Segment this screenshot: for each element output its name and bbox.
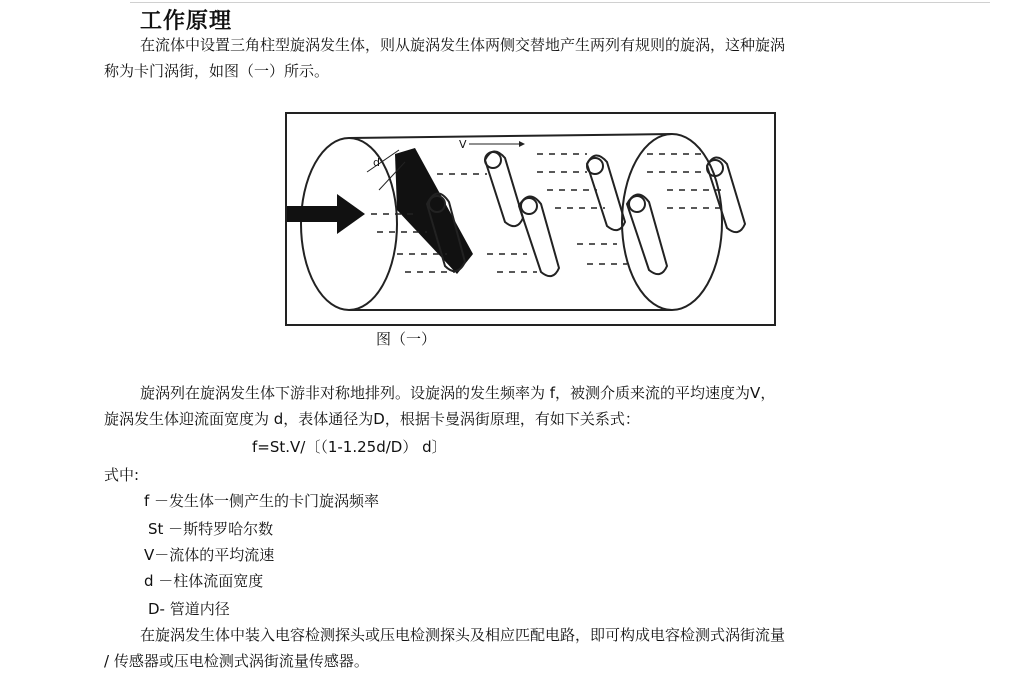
definition-v: V－流体的平均流速 xyxy=(144,546,275,564)
pipe-top-edge xyxy=(349,134,672,138)
where-label: 式中: xyxy=(104,466,140,484)
page-title: 工作原理 xyxy=(140,9,233,34)
intro-line-1: 在流体中设置三角柱型旋涡发生体，则从旋涡发生体两侧交替地产生两列有规则的旋涡，这种旋涡 xyxy=(140,36,786,54)
definition-f: f －发生体一侧产生的卡门旋涡频率 xyxy=(144,492,380,510)
body-line-2: 旋涡发生体迎流面宽度为 d，表体通径为D，根据卡曼涡街原理，有如下关系式： xyxy=(104,410,640,428)
header-rule xyxy=(130,2,990,3)
vortex-3 xyxy=(519,196,559,276)
vortex-2 xyxy=(485,151,523,226)
vortex-5 xyxy=(627,194,667,274)
vortex-street-illustration xyxy=(287,114,774,324)
label-d: d xyxy=(373,156,380,169)
figure-caption: 图（一） xyxy=(376,330,437,348)
definition-st: St －斯特罗哈尔数 xyxy=(148,520,274,538)
closing-line-2: / 传感器或压电检测式涡街流量传感器。 xyxy=(104,652,369,670)
closing-line-1: 在旋涡发生体中装入电容检测探头或压电检测探头及相应匹配电路，即可构成电容检测式涡街流量 xyxy=(140,626,786,644)
definition-D: D- 管道内径 xyxy=(148,600,230,618)
label-v: V xyxy=(459,138,467,151)
strouhal-formula: f=St.V/〔（1-1.25d/D） d〕 xyxy=(252,438,447,456)
body-line-1: 旋涡列在旋涡发生体下游非对称地排列。设旋涡的发生频率为 f，被测介质来流的平均速度为V， xyxy=(140,384,776,402)
karman-vortex-figure xyxy=(285,112,776,326)
flow-arrow-icon xyxy=(287,194,365,234)
definition-d: d －柱体流面宽度 xyxy=(144,572,264,590)
intro-line-2: 称为卡门涡街，如图（一）所示。 xyxy=(104,62,330,80)
pipe-outlet-ellipse xyxy=(622,134,722,310)
vortex-4 xyxy=(587,155,625,230)
